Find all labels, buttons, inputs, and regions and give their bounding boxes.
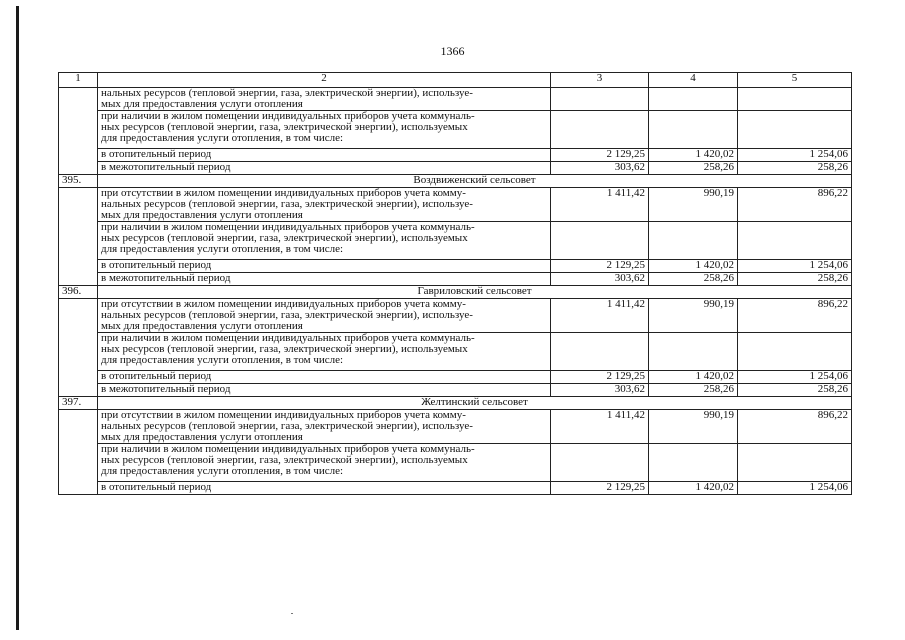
text-line: мых для предоставления услуги отопления (101, 98, 303, 110)
page-edge-bar (16, 6, 19, 630)
row-label: в межотопительный период (98, 384, 551, 397)
value-col-5: 258,26 (738, 384, 852, 397)
value-col-4 (649, 111, 738, 149)
text-line: мых для предоставления услуги отопления (101, 209, 303, 221)
interheating-period-row (59, 384, 852, 397)
text-line: для предоставления услуги отопления, в том числе: (101, 243, 344, 255)
scan-speck (291, 613, 293, 614)
section-number: 395. (59, 175, 98, 188)
header-col-5: 5 (738, 73, 852, 88)
value-col-3 (551, 333, 649, 371)
page-number: 1366 (440, 44, 465, 58)
section-name: Желтинский сельсовет (98, 397, 852, 410)
row-label: в отопительный период (98, 260, 551, 273)
value-col-4: 258,26 (649, 273, 738, 286)
table-header-row (59, 73, 852, 88)
value-col-4: 990,19 (649, 188, 738, 222)
text-line: при наличии в жилом помещении индивидуальных приборов учета коммуналь- (101, 110, 475, 122)
row-number-cell (59, 410, 98, 495)
value-col-4: 1 420,02 (649, 371, 738, 384)
section-name: Воздвиженский сельсовет (98, 175, 852, 188)
text-line: нальных ресурсов (тепловой энергии, газа, электрической энергии), используе- (101, 420, 473, 432)
text-line: нальных ресурсов (тепловой энергии, газа, электрической энергии), используе- (101, 198, 473, 210)
value-col-5 (738, 222, 852, 260)
text-line: при наличии в жилом помещении индивидуальных приборов учета коммуналь- (101, 443, 475, 455)
value-col-3: 2 129,25 (551, 482, 649, 495)
with-meter-row (59, 444, 852, 482)
value-col-3: 2 129,25 (551, 149, 649, 162)
value-col-5 (738, 88, 852, 111)
with-meter-text (98, 222, 551, 260)
text-line: мых для предоставления услуги отопления (101, 320, 303, 332)
value-col-5 (738, 111, 852, 149)
row-number-cell (59, 299, 98, 397)
with-meter-text (98, 333, 551, 371)
no-meter-row (59, 410, 852, 444)
interheating-period-row (59, 162, 852, 175)
value-col-3: 1 411,42 (551, 299, 649, 333)
no-meter-text (98, 88, 551, 111)
with-meter-row (59, 222, 852, 260)
value-col-5 (738, 333, 852, 371)
section-title-row (59, 286, 852, 299)
value-col-5: 1 254,06 (738, 371, 852, 384)
section-title-row (59, 175, 852, 188)
row-label: в межотопительный период (98, 162, 551, 175)
value-col-3 (551, 444, 649, 482)
section-number: 396. (59, 286, 98, 299)
header-col-2: 2 (98, 73, 551, 88)
no-meter-text (98, 188, 551, 222)
value-col-4: 1 420,02 (649, 482, 738, 495)
value-col-4: 1 420,02 (649, 149, 738, 162)
no-meter-text (98, 299, 551, 333)
value-col-4: 258,26 (649, 162, 738, 175)
text-line: нальных ресурсов (тепловой энергии, газа, электрической энергии), используе- (101, 87, 473, 99)
value-col-4 (649, 88, 738, 111)
value-col-3: 303,62 (551, 162, 649, 175)
value-col-5: 1 254,06 (738, 260, 852, 273)
value-col-4 (649, 444, 738, 482)
text-line: при наличии в жилом помещении индивидуальных приборов учета коммуналь- (101, 332, 475, 344)
value-col-3: 1 411,42 (551, 410, 649, 444)
text-line: при отсутствии в жилом помещении индивидуальных приборов учета комму- (101, 298, 466, 310)
value-col-4: 990,19 (649, 299, 738, 333)
with-meter-text (98, 444, 551, 482)
value-col-5: 896,22 (738, 188, 852, 222)
text-line: нальных ресурсов (тепловой энергии, газа, электрической энергии), используе- (101, 309, 473, 321)
value-col-3: 2 129,25 (551, 260, 649, 273)
text-line: при отсутствии в жилом помещении индивидуальных приборов учета комму- (101, 409, 466, 421)
row-label: в отопительный период (98, 482, 551, 495)
heating-period-row (59, 371, 852, 384)
value-col-4: 990,19 (649, 410, 738, 444)
text-line: для предоставления услуги отопления, в том числе: (101, 465, 344, 477)
section-name: Гавриловский сельсовет (98, 286, 852, 299)
interheating-period-row (59, 273, 852, 286)
value-col-5: 896,22 (738, 410, 852, 444)
row-label: в межотопительный период (98, 273, 551, 286)
value-col-4 (649, 333, 738, 371)
text-line: для предоставления услуги отопления, в том числе: (101, 354, 344, 366)
value-col-3: 303,62 (551, 273, 649, 286)
value-col-3 (551, 88, 649, 111)
value-col-3: 1 411,42 (551, 188, 649, 222)
heating-period-row (59, 482, 852, 495)
row-number-cell (59, 88, 98, 175)
tariff-table (58, 72, 852, 495)
row-number-cell (59, 188, 98, 286)
value-col-5: 1 254,06 (738, 149, 852, 162)
section-title-row (59, 397, 852, 410)
text-line: ных ресурсов (тепловой энергии, газа, электрической энергии), используемых (101, 232, 468, 244)
text-line: ных ресурсов (тепловой энергии, газа, электрической энергии), используемых (101, 121, 468, 133)
with-meter-row (59, 333, 852, 371)
value-col-5: 1 254,06 (738, 482, 852, 495)
text-line: при наличии в жилом помещении индивидуальных приборов учета коммуналь- (101, 221, 475, 233)
text-line: для предоставления услуги отопления, в том числе: (101, 132, 344, 144)
value-col-3: 2 129,25 (551, 371, 649, 384)
heating-period-row (59, 260, 852, 273)
no-meter-row (59, 299, 852, 333)
header-col-1: 1 (59, 73, 98, 88)
value-col-3: 303,62 (551, 384, 649, 397)
value-col-5 (738, 444, 852, 482)
text-line: ных ресурсов (тепловой энергии, газа, электрической энергии), используемых (101, 343, 468, 355)
with-meter-row (59, 111, 852, 149)
no-meter-row (59, 88, 852, 111)
value-col-3 (551, 222, 649, 260)
section-number: 397. (59, 397, 98, 410)
text-line: при отсутствии в жилом помещении индивидуальных приборов учета комму- (101, 187, 466, 199)
tariff-table-body (59, 73, 852, 495)
value-col-5: 258,26 (738, 162, 852, 175)
header-col-4: 4 (649, 73, 738, 88)
text-line: мых для предоставления услуги отопления (101, 431, 303, 443)
header-col-3: 3 (551, 73, 649, 88)
row-label: в отопительный период (98, 371, 551, 384)
row-label: в отопительный период (98, 149, 551, 162)
no-meter-text (98, 410, 551, 444)
heating-period-row (59, 149, 852, 162)
with-meter-text (98, 111, 551, 149)
value-col-3 (551, 111, 649, 149)
value-col-5: 896,22 (738, 299, 852, 333)
text-line: ных ресурсов (тепловой энергии, газа, электрической энергии), используемых (101, 454, 468, 466)
no-meter-row (59, 188, 852, 222)
value-col-5: 258,26 (738, 273, 852, 286)
value-col-4 (649, 222, 738, 260)
value-col-4: 258,26 (649, 384, 738, 397)
value-col-4: 1 420,02 (649, 260, 738, 273)
